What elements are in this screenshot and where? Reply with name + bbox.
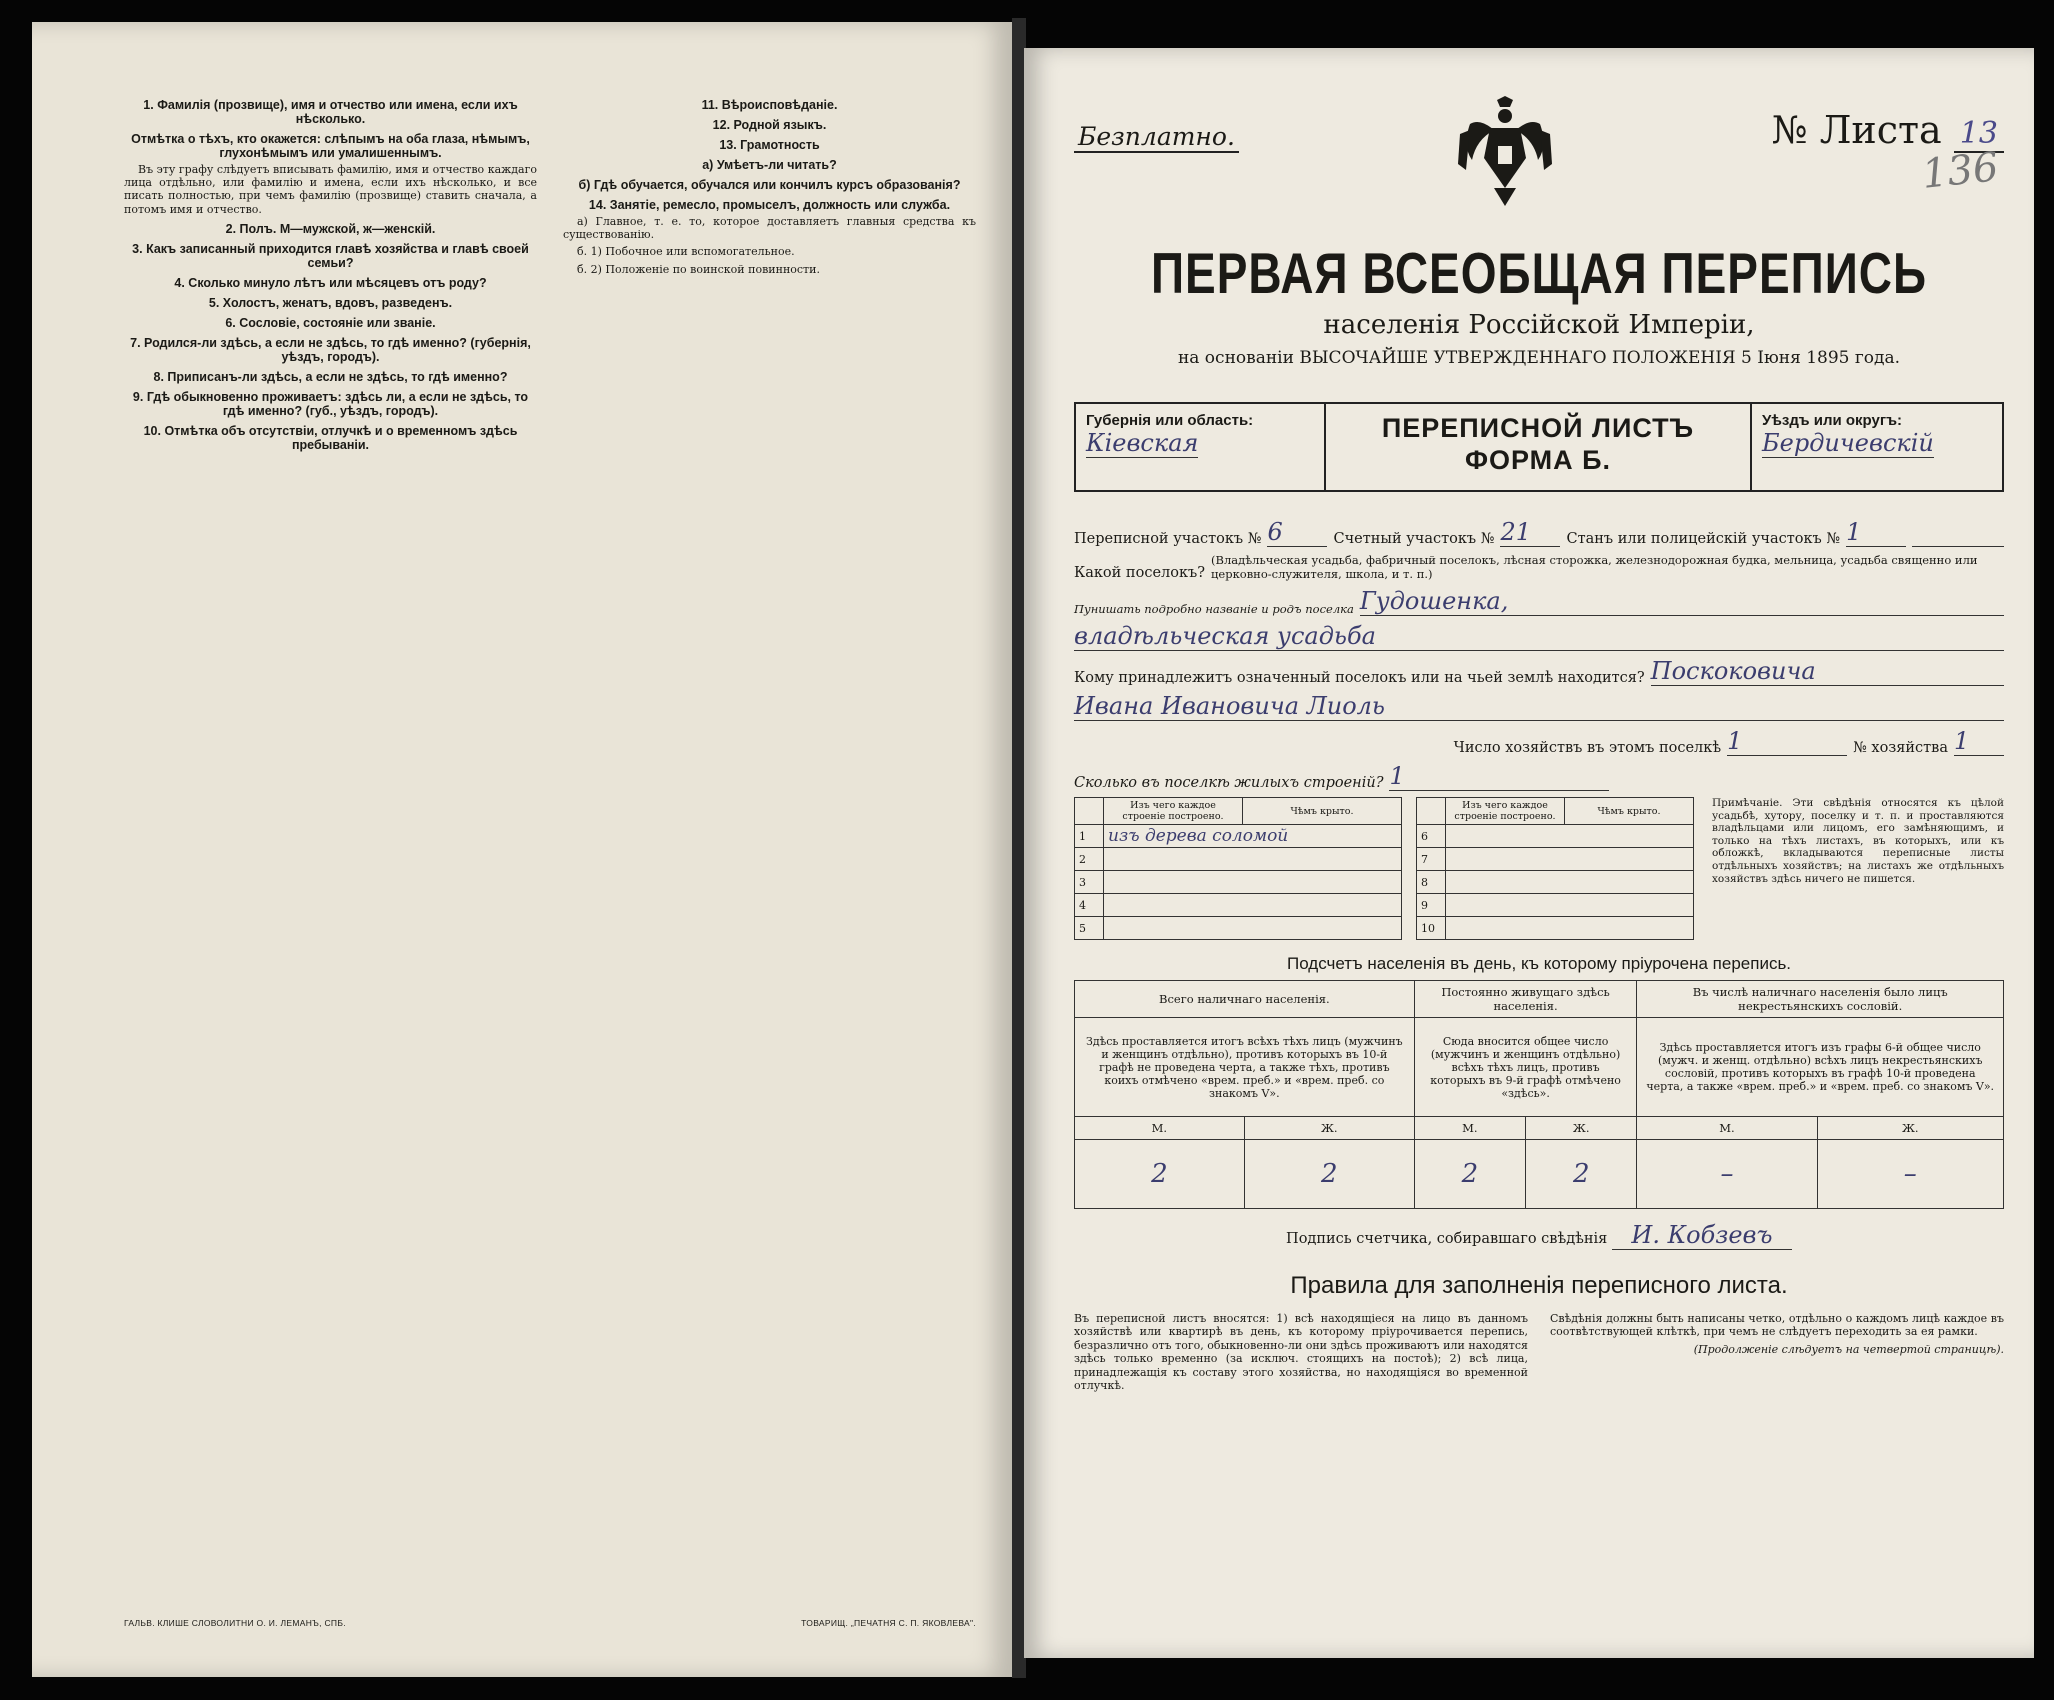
- households-line: [1074, 727, 2004, 756]
- settlement-instruction: Пунишать подробно названіе и родъ поселка: [1074, 602, 1354, 616]
- instruction-paragraph: Въ эту графу слѣдуетъ вписывать фамилію, имя и отчество каждаго лица отдѣльно, или фамилію и имена, если ихъ нѣсколько, и все писать полностью, при чемъ фамилію (прозвище) ставить сначала, а потомъ имя и отчество.: [124, 163, 537, 216]
- owner-label: Кому принадлежитъ означенный поселокъ или на чьей землѣ находится?: [1074, 670, 1645, 686]
- households-label: Число хозяйствъ въ этомъ поселкѣ: [1453, 740, 1722, 756]
- sex-m-2: М.: [1414, 1117, 1525, 1140]
- sheet-number-field: [1772, 108, 2004, 152]
- instructions-column-2: [563, 92, 976, 1612]
- count-head-nonpeasant: Въ числѣ наличнаго населенія было лицъ некрестьянскихъ сословій.: [1637, 981, 2004, 1018]
- building-row-number: 9: [1417, 894, 1446, 917]
- building-row: [1075, 848, 1402, 871]
- buildings-table-right: [1416, 797, 1694, 940]
- instruction-heading: Отмѣтка о тѣхъ, кто окажется: слѣпымъ на оба глаза, нѣмымъ, глухонѣмымъ или умалишеннымъ.: [131, 132, 530, 160]
- imperial-eagle-icon: [1450, 94, 1560, 212]
- owner-value-2: Ивана Ивановича Лиоль: [1074, 692, 2004, 721]
- building-row-value: [1446, 894, 1694, 917]
- building-row-value: [1104, 871, 1402, 894]
- instructions-column-1: [124, 92, 537, 1612]
- count-nonpeasant-m: –: [1637, 1140, 1817, 1209]
- census-subtitle: населенія Россійской Имперіи,: [1323, 310, 1755, 340]
- archive-stamp-number: 136: [1919, 144, 2001, 198]
- building-row-value: [1446, 871, 1694, 894]
- count-district-value: 21: [1500, 518, 1560, 547]
- building-row: [1417, 871, 1694, 894]
- instruction-heading: 3. Какъ записанный приходится главѣ хозяйства и главѣ своей семьи?: [132, 241, 529, 270]
- sex-m-3: М.: [1637, 1117, 1817, 1140]
- rules-right-column: [1550, 1312, 2004, 1392]
- uezd-label: Уѣздъ или округъ:: [1762, 412, 1903, 429]
- sex-f-3: Ж.: [1817, 1117, 2003, 1140]
- count-district-label: Счетный участокъ №: [1333, 531, 1495, 547]
- census-title: ПЕРВАЯ ВСЕОБЩАЯ ПЕРЕПИСЬ: [1150, 240, 1928, 306]
- building-row-value: [1104, 894, 1402, 917]
- instruction-heading: 4. Сколько минуло лѣтъ или мѣсяцевъ отъ роду?: [174, 275, 487, 290]
- form-header-box: [1074, 402, 2004, 492]
- count-desc-nonpeasant: Здѣсь проставляется итогъ изъ графы 6-й общее число (мужч. и женщ. отдѣльно) всѣхъ лицъ некрестьянскихъ сословій, противъ которыхъ въ графѣ 10-й проведена черта, а также «врем. преб.» и «врем. преб. со знакомъ V».: [1637, 1018, 2004, 1117]
- gubernia-value: Кіевская: [1086, 429, 1199, 457]
- settlement-value-1: Гудошенка,: [1360, 587, 2004, 616]
- rules-section: [1074, 1312, 2004, 1392]
- count-desc-resident: Сюда вносится общее число (мужчинъ и женщинъ отдѣльно) всѣхъ тѣхъ лицъ, противъ которыхъ въ 9-й графѣ отмѣчено «здѣсь».: [1414, 1018, 1637, 1117]
- building-row: [1417, 917, 1694, 940]
- building-row-number: 6: [1417, 825, 1446, 848]
- population-count-title: Подсчетъ населенія въ день, къ которому пріурочена перепись.: [1286, 954, 1792, 973]
- population-count-table: [1074, 980, 2004, 1209]
- instruction-heading: 6. Сословіе, состояніе или званіе.: [225, 315, 436, 330]
- rules-right-text: Свѣдѣнія должны быть написаны четко, отдѣльно о каждомъ лицѣ каждое въ соотвѣтствующей клѣткѣ, при чемъ не слѣдуетъ переходить за ея рамки.: [1550, 1312, 2004, 1339]
- sex-f-1: Ж.: [1244, 1117, 1414, 1140]
- buildings-table-left: [1074, 797, 1402, 940]
- uezd-cell: [1752, 404, 2002, 490]
- buildings-value: 1: [1389, 762, 1609, 791]
- gubernia-label: Губернія или область:: [1086, 412, 1254, 429]
- building-row: [1075, 917, 1402, 940]
- building-row-value: [1446, 917, 1694, 940]
- bldg-head-material-2: Изъ чего каждое строеніе построено.: [1446, 798, 1565, 825]
- district-line: [1074, 518, 2004, 547]
- building-row-number: 4: [1075, 894, 1104, 917]
- count-total-m: 2: [1075, 1140, 1245, 1209]
- signature-label: Подпись счетчика, собиравшаго свѣдѣнія: [1286, 1231, 1608, 1247]
- households-value: 1: [1727, 727, 1847, 756]
- household-no-value: 1: [1954, 727, 2004, 756]
- building-row: [1075, 825, 1402, 848]
- instruction-heading: б) Гдѣ обучается, обучался или кончилъ курсъ образованія?: [578, 178, 961, 192]
- count-desc-total: Здѣсь проставляется итогъ всѣхъ тѣхъ лицъ (мужчинъ и женщинъ отдѣльно), противъ которыхъ въ 10-й графѣ не проведена черта, а также тѣхъ, противъ коихъ отмѣчено «врем. преб.» и «врем. преб. со знакомъ V».: [1075, 1018, 1415, 1117]
- bldg-head-material: Изъ чего каждое строеніе построено.: [1104, 798, 1243, 825]
- settlement-value-line: [1074, 587, 2004, 616]
- instruction-paragraph: б. 2) Положеніе по воинской повинности.: [577, 262, 820, 276]
- settlement-hint: (Владѣльческая усадьба, фабричный поселокъ, лѣсная сторожка, железнодорожная будка, мельница, усадьба священно или церковно-служителя, школа, и т. п.): [1211, 553, 1978, 581]
- imprint-right: ТОВАРИЩ. „ПЕЧАТНЯ С. П. ЯКОВЛЕВА".: [801, 1618, 976, 1628]
- instruction-heading: 9. Гдѣ обыкновенно проживаетъ: здѣсь ли, а если не здѣсь, то гдѣ именно? (губ., уѣздъ, городъ).: [132, 389, 529, 418]
- signature-value: И. Кобзевъ: [1612, 1221, 1792, 1250]
- form-type: ФОРМА Б.: [1464, 445, 1612, 475]
- rules-left-column: Въ переписной листъ вносятся: 1) всѣ находящіеся на лицо въ данномъ хозяйствѣ или квартирѣ въ день, къ которому пріурочивается перепись, безразлично отъ того, обыкновенно-ли они здѣсь проживаютъ или находятся здѣсь только временно (за исключ. стоящихъ на постоѣ); 2) всѣ лица, принадлежащія къ составу этого хозяйства, но находящіяся во временной отлучкѣ.: [1074, 1312, 1528, 1393]
- legal-basis: на основаніи ВЫСОЧАЙШЕ УТВЕРЖДЕННАГО ПОЛОЖЕНІЯ 5 Іюня 1895 года.: [1177, 348, 1901, 368]
- census-district-value: 6: [1267, 518, 1327, 547]
- rules-title: Правила для заполненія переписного листа.: [1290, 1272, 1788, 1299]
- instruction-heading: 5. Холостъ, женатъ, вдовъ, разведенъ.: [208, 295, 453, 310]
- buildings-line: [1074, 762, 2004, 791]
- building-row: [1075, 871, 1402, 894]
- form-title-cell: [1326, 404, 1752, 490]
- gubernia-cell: [1076, 404, 1326, 490]
- instruction-heading: 8. Приписанъ-ли здѣсь, а если не здѣсь, то гдѣ именно?: [153, 369, 508, 384]
- sex-f-2: Ж.: [1526, 1117, 1637, 1140]
- free-label: Безплатно.: [1074, 122, 1239, 153]
- building-row: [1075, 894, 1402, 917]
- settlement-line: [1074, 553, 2004, 581]
- instruction-heading: а) Умѣетъ-ли читать?: [702, 158, 837, 172]
- building-row-value: [1104, 917, 1402, 940]
- settlement-label: Какой поселокъ?: [1074, 565, 1206, 581]
- imprint-left: ГАЛЬВ. КЛИШЕ СЛОВОЛИТНИ О. И. ЛЕМАНЪ, СПБ.: [124, 1618, 346, 1628]
- instruction-paragraph: а) Главное, т. е. то, которое доставляетъ главныя средства къ существованію.: [563, 215, 976, 242]
- census-form-page: [1024, 48, 2034, 1658]
- owner-value-1: Поскоковича: [1651, 657, 2004, 686]
- stan-label: Станъ или полицейскій участокъ №: [1566, 531, 1841, 547]
- sheet-number-value: 13: [1954, 116, 2004, 153]
- household-no-label: № хозяйства: [1853, 740, 1948, 756]
- instruction-heading: 13. Грамотность: [719, 138, 820, 152]
- building-row-number: 1: [1075, 825, 1104, 848]
- building-row-number: 2: [1075, 848, 1104, 871]
- uezd-value: Бердичевскій: [1762, 429, 1934, 457]
- building-row-value: [1104, 848, 1402, 871]
- building-row-value: [1446, 825, 1694, 848]
- census-district-label: Переписной участокъ №: [1074, 531, 1262, 547]
- sheet-number-label: № Листа: [1771, 108, 1942, 152]
- instruction-heading: 10. Отмѣтка объ отсутствіи, отлучкѣ и о временномъ здѣсь пребываніи.: [143, 423, 518, 452]
- sex-m-1: М.: [1075, 1117, 1245, 1140]
- instruction-heading: 11. Вѣроисповѣданіе.: [701, 98, 838, 112]
- instruction-heading: 12. Родной языкъ.: [712, 118, 827, 132]
- count-head-total: Всего наличнаго населенія.: [1075, 981, 1415, 1018]
- building-row-number: 10: [1417, 917, 1446, 940]
- count-resident-f: 2: [1526, 1140, 1637, 1209]
- instruction-paragraph: б. 1) Побочное или вспомогательное.: [577, 245, 795, 259]
- buildings-note: Примѣчаніе. Эти свѣдѣнія относятся къ цѣлой усадьбѣ, хутору, поселку и т. п. и проставляются владѣльцами или лицомъ, его замѣняющимъ, и только на тѣхъ листахъ, въ которыхъ, или къ обложкѣ, вкладываются переписные листы отдѣльныхъ хозяйствъ; на листахъ же отдѣльныхъ хозяйствъ здѣсь ничего не пишется.: [1712, 797, 2004, 885]
- instruction-heading: 2. Полъ. М—мужской, ж—женскій.: [225, 221, 436, 236]
- instructions-page: [32, 22, 1012, 1677]
- buildings-label: Сколько въ поселкѣ жилыхъ строеній?: [1074, 775, 1384, 791]
- enumerator-signature-line: [1074, 1221, 2004, 1250]
- buildings-section: [1074, 797, 2004, 940]
- instruction-heading: 7. Родился-ли здѣсь, а если не здѣсь, то гдѣ именно? (губернія, уѣздъ, городъ).: [130, 335, 531, 364]
- building-row: [1417, 894, 1694, 917]
- settlement-value-2: владѣльческая усадьба: [1074, 622, 2004, 651]
- owner-line-2: [1074, 692, 2004, 721]
- building-row: [1417, 825, 1694, 848]
- building-row: [1417, 848, 1694, 871]
- count-head-resident: Постоянно живущаго здѣсь населенія.: [1414, 981, 1637, 1018]
- count-nonpeasant-f: –: [1817, 1140, 2003, 1209]
- building-row-number: 3: [1075, 871, 1104, 894]
- count-total-f: 2: [1244, 1140, 1414, 1209]
- building-row-value: [1446, 848, 1694, 871]
- imprint: [124, 1618, 976, 1628]
- owner-line: [1074, 657, 2004, 686]
- form-title: ПЕРЕПИСНОЙ ЛИСТЪ: [1381, 413, 1695, 443]
- building-row-number: 5: [1075, 917, 1104, 940]
- stan-value: 1: [1846, 518, 1906, 547]
- bldg-head-roof-2: Чѣмъ крыто.: [1565, 798, 1694, 825]
- building-row-value: изъ дерева соломой: [1104, 825, 1402, 848]
- bldg-head-roof: Чѣмъ крыто.: [1243, 798, 1402, 825]
- building-row-number: 7: [1417, 848, 1446, 871]
- instruction-heading: 1. Фамилія (прозвище), имя и отчество или имена, если ихъ нѣсколько.: [143, 98, 518, 126]
- instruction-heading: 14. Занятіе, ремесло, промыселъ, должность или служба.: [588, 198, 951, 212]
- settlement-value-line-2: [1074, 622, 2004, 651]
- count-resident-m: 2: [1414, 1140, 1525, 1209]
- building-row-number: 8: [1417, 871, 1446, 894]
- continued-note: (Продолженіе слѣдуетъ на четвертой страницѣ).: [1693, 1342, 2004, 1356]
